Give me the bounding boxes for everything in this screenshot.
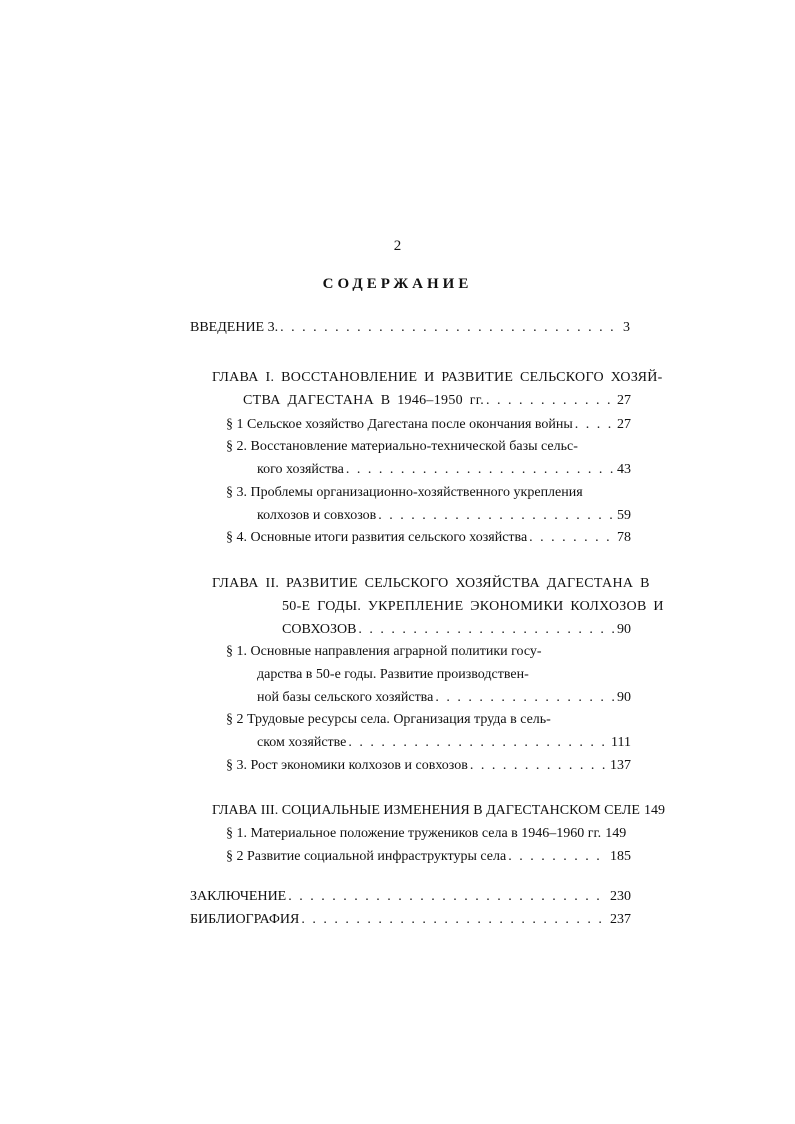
toc-entry-ch1-s4[interactable] (226, 528, 631, 548)
toc-entry-label: СТВА ДАГЕСТАНА В 1946–1950 гг. (243, 393, 485, 408)
toc-entry-label: § 2 Развитие социальной инфраструктуры села (226, 849, 507, 864)
leader-dots (288, 887, 608, 907)
toc-entry-ch2-s1-line1[interactable]: § 1. Основные направления аграрной политики госу- (226, 644, 542, 659)
toc-entry-label: ной базы сельского хозяйства (257, 690, 434, 705)
toc-entry-page: 90 (617, 690, 631, 705)
toc-entry-page: 3 (623, 320, 630, 335)
toc-entry-page: 149 (605, 826, 627, 841)
toc-entry-page: 27 (617, 417, 631, 432)
toc-entry-label: БИБЛИОГРАФИЯ (190, 912, 300, 927)
toc-entry-label: ЗАКЛЮЧЕНИЕ (190, 889, 287, 904)
leader-dots (280, 318, 621, 338)
toc-entry-page: 78 (617, 530, 631, 545)
leader-dots (348, 733, 609, 753)
toc-entry-ch3-s1[interactable] (226, 824, 631, 844)
toc-entry-ch2-s3[interactable] (226, 756, 631, 776)
toc-entry-label: ВВЕДЕНИЕ 3. (190, 320, 279, 335)
toc-entry-page: 59 (617, 508, 631, 523)
toc-entry-label: § 1 Сельское хозяйство Дагестана после окончания войны (226, 417, 573, 432)
toc-entry-chapter3[interactable] (212, 801, 665, 821)
toc-entry-page: 90 (617, 622, 631, 637)
toc-entry-page: 230 (610, 889, 631, 904)
toc-entry-label: § 1. Материальное положение тружеников села в 1946–1960 гг. (226, 826, 602, 841)
leader-dots (486, 391, 615, 411)
chapter2-title-line2[interactable]: 50-Е ГОДЫ. УКРЕПЛЕНИЕ ЭКОНОМИКИ КОЛХОЗОВ И (282, 599, 664, 614)
toc-entry-ch2-s1-line2[interactable]: дарства в 50-е годы. Развитие производствен- (257, 667, 529, 682)
toc-entry-label: § 3. Рост экономики колхозов и совхозов (226, 758, 468, 773)
toc-entry-ch2-s2-line2[interactable] (257, 733, 631, 753)
leader-dots (346, 460, 615, 480)
toc-entry-page: 137 (610, 758, 631, 773)
toc-entry-page: 43 (617, 462, 631, 477)
toc-entry-page: 27 (617, 393, 631, 408)
toc-entry-page: 149 (643, 803, 665, 818)
leader-dots (435, 688, 615, 708)
toc-entry-ch3-s2[interactable] (226, 847, 631, 867)
toc-entry-label: ГЛАВА III. СОЦИАЛЬНЫЕ ИЗМЕНЕНИЯ В ДАГЕСТАНСКОМ СЕЛЕ (212, 803, 640, 818)
toc-entry-page: 237 (610, 912, 631, 927)
leader-dots (301, 910, 608, 930)
leader-dots (508, 847, 608, 867)
chapter2-title-line3[interactable] (282, 620, 631, 640)
toc-entry-conclusion[interactable] (190, 887, 631, 907)
toc-entry-bibliography[interactable] (190, 910, 631, 930)
leader-dots (358, 620, 615, 640)
toc-entry-ch2-s2-line1[interactable]: § 2 Трудовые ресурсы села. Организация труда в сель- (226, 712, 551, 727)
toc-entry-ch2-s1-line3[interactable] (257, 688, 631, 708)
toc-entry-label: § 4. Основные итоги развития сельского хозяйства (226, 530, 528, 545)
toc-entry-label: ском хозяйстве (257, 735, 347, 750)
toc-entry-ch1-s2-line2[interactable] (257, 460, 631, 480)
toc-entry-page: 185 (610, 849, 631, 864)
leader-dots (529, 528, 615, 548)
leader-dots (378, 506, 615, 526)
toc-entry-label: кого хозяйства (257, 462, 344, 477)
chapter1-title-line2[interactable] (243, 391, 631, 411)
toc-entry-label: колхозов и совхозов (257, 508, 377, 523)
toc-entry-intro[interactable] (190, 318, 630, 338)
toc-entry-page: 111 (611, 735, 631, 750)
chapter1-title-line1[interactable]: ГЛАВА I. ВОССТАНОВЛЕНИЕ И РАЗВИТИЕ СЕЛЬСКОГО ХОЗЯЙ- (212, 370, 663, 385)
toc-entry-ch1-s3-line1[interactable]: § 3. Проблемы организационно-хозяйственного укрепления (226, 485, 583, 500)
toc-entry-label: СОВХОЗОВ (282, 622, 357, 637)
toc-entry-ch1-s1[interactable] (226, 415, 631, 435)
page-number: 2 (393, 238, 402, 254)
toc-title: СОДЕРЖАНИЕ (322, 276, 473, 292)
toc-entry-ch1-s3-line2[interactable] (257, 506, 631, 526)
leader-dots (575, 415, 615, 435)
chapter2-title-line1[interactable]: ГЛАВА II. РАЗВИТИЕ СЕЛЬСКОГО ХОЗЯЙСТВА ДАГЕСТАНА В (212, 576, 650, 591)
toc-entry-ch1-s2-line1[interactable]: § 2. Восстановление материально-технической базы сельс- (226, 439, 578, 454)
leader-dots (470, 756, 608, 776)
